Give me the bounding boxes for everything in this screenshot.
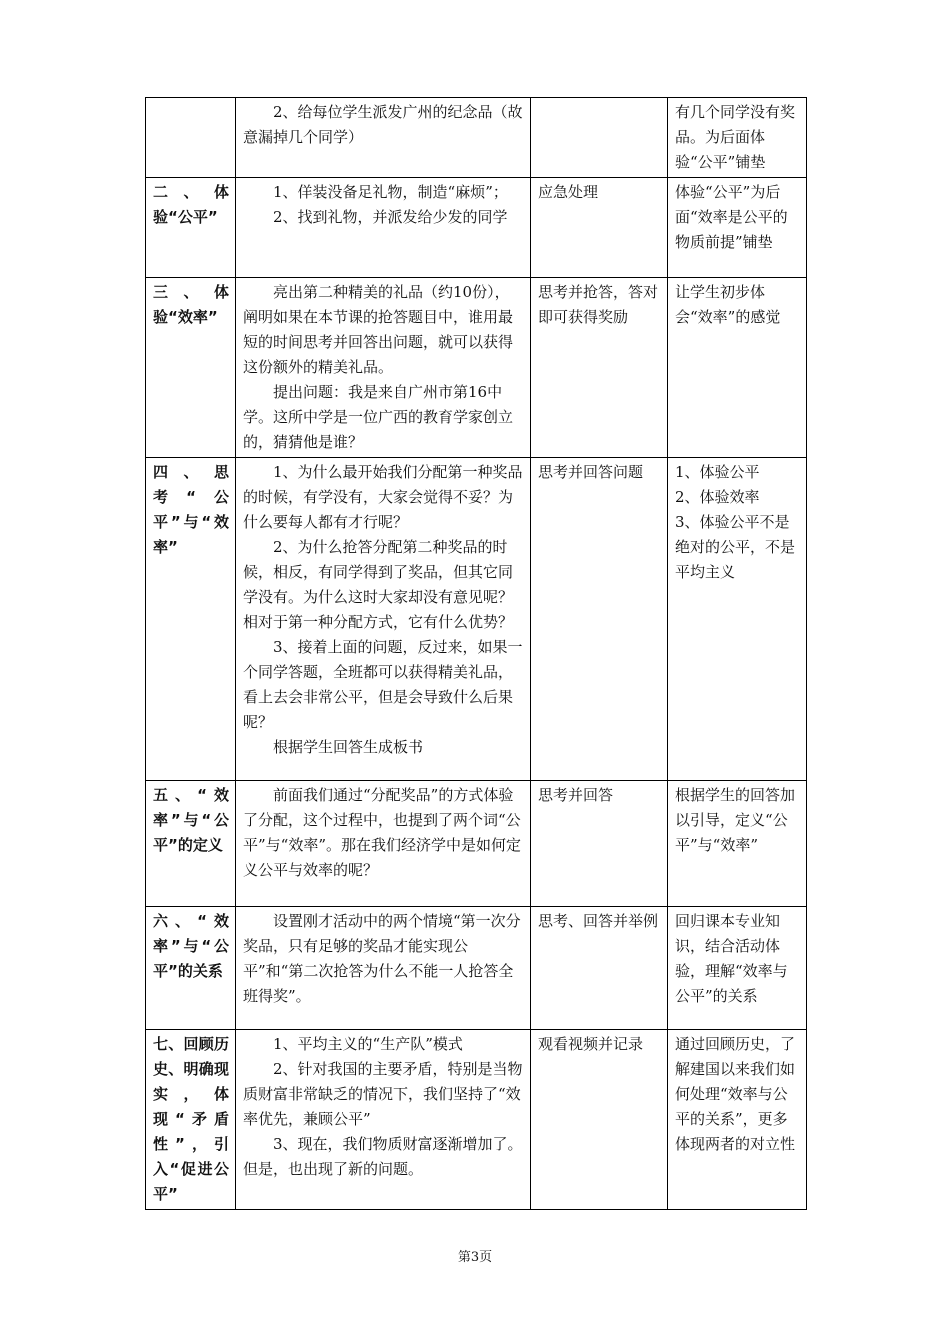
stage-cell: 七、回顾历史、明确现实，体现“矛盾性”，引入“促进公平”: [146, 1030, 236, 1210]
student-paragraph: 思考并抢答，答对即可获得奖励: [538, 283, 659, 326]
content-paragraph: 前面我们通过“分配奖品”的方式体验了分配，这个过程中，也提到了两个词“公平”与“效率”。那在我们经济学中是如何定义公平与效率的呢？: [243, 786, 522, 879]
table-body: [146, 98, 807, 1210]
page-number-footer: 第3页: [457, 1250, 493, 1265]
table-row: [146, 98, 807, 178]
content-cell: [236, 458, 531, 781]
design-intent-cell: [668, 907, 807, 1030]
student-paragraph: 应急处理: [538, 183, 599, 201]
stage-cell: 五、“效率”与“公平”的定义: [146, 781, 236, 907]
content-paragraph: 1、佯装没备足礼物，制造“麻烦”；: [273, 183, 508, 201]
table-row: [146, 1030, 807, 1210]
design-intent-cell: [668, 458, 807, 781]
stage-cell: 三、体验“效率”: [146, 278, 236, 458]
content-paragraph: 1、为什么最开始我们分配第一种奖品的时候，有学没有，大家会觉得不妥？为什么要每人都有才行呢？: [243, 463, 523, 531]
content-paragraph: 提出问题：我是来自广州市第16中学。这所中学是一位广西的教育学家创立的，猜猜他是谁？: [243, 383, 514, 451]
content-cell: [236, 98, 531, 178]
student-activity-cell: [531, 907, 668, 1030]
table-row: [146, 907, 807, 1030]
intent-paragraph: 让学生初步体会“效率”的感觉: [675, 283, 781, 326]
lesson-plan-table: [145, 97, 807, 1210]
content-paragraph: 2、为什么抢答分配第二种奖品的时候，相反，有同学得到了奖品，但其它同学没有。为什么这时大家却没有意见呢？相对于第一种分配方式，它有什么优势？: [243, 538, 514, 631]
content-paragraph: 3、接着上面的问题，反过来，如果一个同学答题，全班都可以获得精美礼品，看上去会非常公平，但是会导致什么后果呢？: [243, 638, 523, 731]
content-paragraph: 设置刚才活动中的两个情境“第一次分奖品，只有足够的奖品才能实现公平”和“第二次抢答为什么不能一人抢答全班得奖”。: [243, 912, 521, 1005]
design-intent-cell: [668, 98, 807, 178]
intent-paragraph: 根据学生的回答加以引导，定义“公平”与“效率”: [675, 786, 796, 854]
content-cell: [236, 1030, 531, 1210]
content-paragraph: 3、现在，我们物质财富逐渐增加了。但是，也出现了新的问题。: [243, 1135, 523, 1178]
student-paragraph: 思考并回答: [538, 786, 614, 804]
stage-cell: 二、体验“公平”: [146, 178, 236, 278]
content-cell: [236, 781, 531, 907]
student-paragraph: 观看视频并记录: [538, 1035, 644, 1053]
student-activity-cell: [531, 458, 668, 781]
student-activity-cell: [531, 1030, 668, 1210]
intent-paragraph: 有几个同学没有奖品。为后面体验“公平”铺垫: [675, 103, 796, 171]
design-intent-cell: [668, 178, 807, 278]
intent-paragraph: 3、体验公平不是绝对的公平，不是平均主义: [675, 513, 796, 581]
table-row: [146, 458, 807, 781]
stage-cell: 四、思考“公平”与“效率”: [146, 458, 236, 781]
student-paragraph: 思考并回答问题: [538, 463, 644, 481]
content-paragraph: 根据学生回答生成板书: [273, 738, 424, 756]
intent-paragraph: 1、体验公平: [675, 463, 760, 481]
table-row: [146, 178, 807, 278]
content-paragraph: 1、平均主义的“生产队”模式: [273, 1035, 463, 1053]
table-row: [146, 278, 807, 458]
stage-cell: [146, 98, 236, 178]
design-intent-cell: [668, 278, 807, 458]
intent-paragraph: 通过回顾历史，了解建国以来我们如何处理“效率与公平的关系”，更多体现两者的对立性: [675, 1035, 796, 1153]
intent-paragraph: 2、体验效率: [675, 488, 760, 506]
design-intent-cell: [668, 1030, 807, 1210]
design-intent-cell: [668, 781, 807, 907]
intent-paragraph: 回归课本专业知识，结合活动体验，理解“效率与公平”的关系: [675, 912, 788, 1005]
student-activity-cell: [531, 781, 668, 907]
content-cell: [236, 907, 531, 1030]
student-activity-cell: [531, 278, 668, 458]
content-paragraph: 2、针对我国的主要矛盾，特别是当物质财富非常缺乏的情况下，我们坚持了“效率优先，兼顾公平”: [243, 1060, 523, 1128]
content-cell: [236, 178, 531, 278]
student-activity-cell: [531, 98, 668, 178]
intent-paragraph: 体验“公平”为后面“效率是公平的物质前提”铺垫: [675, 183, 788, 251]
student-paragraph: 思考、回答并举例: [538, 912, 659, 930]
table-row: [146, 781, 807, 907]
content-paragraph: 2、找到礼物，并派发给少发的同学: [273, 208, 508, 226]
content-paragraph: 2、给每位学生派发广州的纪念品（故意漏掉几个同学）: [243, 103, 523, 146]
content-paragraph: 亮出第二种精美的礼品（约10份），阐明如果在本节课的抢答题目中，谁用最短的时间思考并回答出问题，就可以获得这份额外的精美礼品。: [243, 283, 514, 376]
stage-cell: 六、“效率”与“公平”的关系: [146, 907, 236, 1030]
student-activity-cell: [531, 178, 668, 278]
content-cell: [236, 278, 531, 458]
